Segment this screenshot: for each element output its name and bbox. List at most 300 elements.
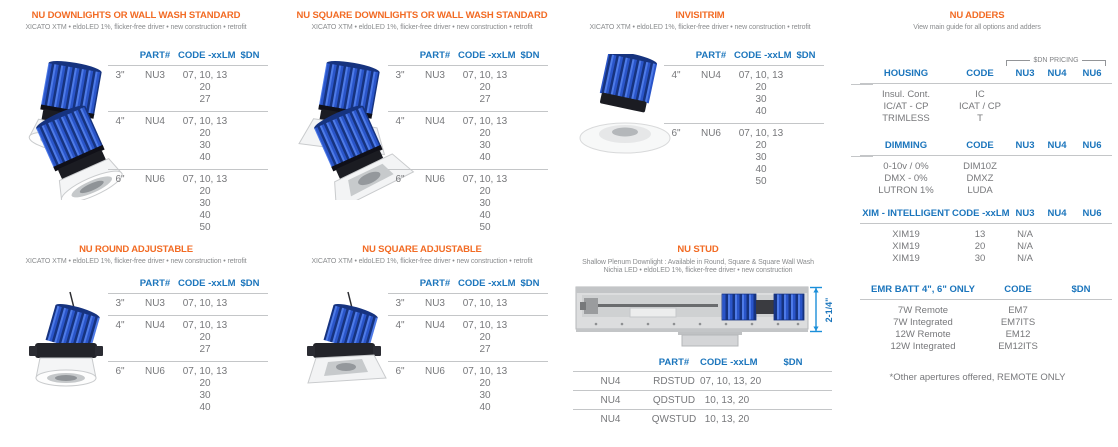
col-part-header: PART# [419, 50, 451, 61]
cell-part: NU4 [600, 413, 621, 425]
adder-col-header: NU6 [1082, 208, 1102, 219]
cell-dn [512, 174, 548, 186]
col-code-header: CODE -xxLM [734, 50, 792, 61]
spec-row [108, 174, 268, 186]
adder-row [860, 305, 1112, 317]
nu-stud-product-image [574, 284, 846, 348]
invisitrim-product-image [577, 54, 673, 154]
spec-row [388, 70, 548, 82]
spec-row [108, 94, 268, 106]
section-nu-downlights-standard [2, 10, 270, 31]
adder-cell: 20 [974, 241, 986, 252]
col-code-header: CODE -xxLM [458, 50, 516, 61]
bracket-right [1082, 60, 1106, 66]
spec-row [108, 116, 268, 128]
cell-dn [754, 395, 832, 406]
cell-code: 27 [479, 344, 491, 355]
dn-pricing-bracket [1006, 56, 1106, 66]
spec-table-header [388, 278, 548, 294]
cell-code: 20 [199, 186, 211, 197]
col-dn-header: $DN [783, 357, 803, 368]
cell-size: 4" [115, 320, 125, 331]
spec-row [388, 344, 548, 356]
cell-code: 07, 10, 13 [182, 70, 228, 81]
cell-size: 4" [115, 116, 125, 127]
spec-row-group [388, 170, 548, 239]
invisitrim-spec-table [664, 50, 824, 193]
cell-code: 30 [479, 198, 491, 209]
cell-dn [232, 70, 268, 82]
cell-code: 50 [755, 176, 767, 187]
cell-code: 40 [199, 152, 211, 163]
adder-cell: ICAT / CP [959, 101, 1001, 112]
col-part-header: PART# [139, 278, 171, 289]
spec-row [388, 402, 548, 414]
cell-part: NU6 [424, 366, 445, 377]
adder-cell: LUTRON 1% [878, 185, 934, 196]
spec-row [388, 140, 548, 152]
cell-code: 07, 10, 13 [462, 366, 508, 377]
spec-row [108, 332, 268, 344]
cell-part: NU3 [144, 70, 165, 81]
col-dn-header: $DN [240, 50, 260, 61]
col-part-header: PART# [658, 357, 690, 368]
spec-row-group [108, 316, 268, 362]
cell-part: NU4 [700, 70, 721, 81]
spec-row-group [108, 294, 268, 316]
cell-lumens: 10, 13, 20 [704, 394, 750, 406]
col-code-header: CODE -xxLM [458, 278, 516, 289]
section-title: NU DOWNLIGHTS OR WALL WASH STANDARD [31, 10, 241, 21]
spec-row [388, 222, 548, 234]
adder-cell: XIM19 [892, 229, 920, 240]
dimension-label: 2-1/4" [824, 297, 834, 323]
cell-code: 40 [199, 402, 211, 413]
cell-code: 07, 10, 13 [462, 298, 508, 309]
cell-dn [232, 116, 268, 128]
adder-cell [1072, 185, 1112, 197]
adder-table-body [860, 224, 1112, 265]
cell-size: 4" [395, 116, 405, 127]
round-adjustable-product-image [12, 290, 122, 398]
col-dn-header: $DN [520, 278, 540, 289]
cell-code: 27 [199, 94, 211, 105]
spec-table-header [388, 50, 548, 66]
stud-row-group [573, 372, 832, 391]
cell-code: 20 [479, 332, 491, 343]
adder-cell: 7W Integrated [893, 317, 953, 328]
spec-row [664, 152, 824, 164]
cell-code: 30 [199, 390, 211, 401]
spec-row [108, 320, 268, 332]
spec-row-group [388, 66, 548, 112]
spec-row [108, 128, 268, 140]
cell-code: 07, 10, 13 [462, 70, 508, 81]
adder-cell [1042, 241, 1072, 253]
adder-cell: IC [975, 89, 985, 100]
adder-cell: Insul. Cont. [881, 89, 931, 100]
spec-row [388, 82, 548, 94]
cell-part: NU6 [144, 366, 165, 377]
adder-cell: DIM10Z [963, 161, 997, 172]
adder-table-body [860, 84, 1112, 125]
cell-part: NU4 [424, 116, 445, 127]
adder-col-header: CODE [1004, 284, 1032, 295]
adder-cell: XIM19 [892, 241, 920, 252]
adder-cell [1072, 101, 1112, 113]
spec-row [108, 344, 268, 356]
section-nu-round-adjustable [2, 244, 270, 265]
housing-adder-table [860, 68, 1112, 125]
cell-code: 40 [479, 210, 491, 221]
adders-footnote: *Other apertures offered, REMOTE ONLY [889, 372, 1066, 383]
adder-cell [1072, 173, 1112, 185]
adder-cell: EM7ITS [1000, 317, 1036, 328]
adder-row [860, 161, 1112, 173]
spec-row [664, 82, 824, 94]
cell-code: 40 [199, 210, 211, 221]
adder-row [860, 229, 1112, 241]
spec-row [388, 298, 548, 310]
col-part-header: PART# [695, 50, 727, 61]
spec-row [388, 128, 548, 140]
section-nu-square-adjustable [282, 244, 562, 265]
adder-col-header: NU6 [1082, 68, 1102, 79]
spec-row-group [388, 316, 548, 362]
spec-row [388, 210, 548, 222]
cell-size: 6" [671, 128, 681, 139]
spec-row-group [388, 362, 548, 419]
cell-code: 20 [755, 140, 767, 151]
cell-code: 07, 10, 13 [738, 70, 784, 81]
cell-dn [512, 298, 548, 310]
spec-row [108, 222, 268, 234]
adder-row [860, 241, 1112, 253]
adder-cell: 12W Integrated [890, 341, 956, 352]
adder-row [860, 173, 1112, 185]
adder-row [860, 113, 1112, 125]
section-invisitrim [575, 10, 825, 31]
col-code-header: CODE -xxLM [178, 50, 236, 61]
col-dn-header: $DN [520, 50, 540, 61]
spec-row [108, 402, 268, 414]
col-size-header [664, 50, 688, 62]
adder-cell [1072, 89, 1112, 101]
adder-col-header: NU3 [1015, 140, 1035, 151]
adder-cell [1042, 185, 1072, 197]
spec-row [108, 70, 268, 82]
section-subtitle-line1: Shallow Plenum Downlight : Available in Round, Square & Square Wall Wash [582, 259, 814, 266]
adder-cell: N/A [1017, 241, 1033, 252]
cell-part: NU6 [700, 128, 721, 139]
adder-row [860, 185, 1112, 197]
cell-part: NU4 [424, 320, 445, 331]
cell-part: NU4 [144, 116, 165, 127]
section-subtitle: XICATO XTM • eldoLED 1%, flicker-free driver • new construction • retrofit [25, 24, 247, 31]
cell-lumens: 07, 10, 13, 20 [700, 375, 762, 387]
nu-square-downlights-spec-table [388, 50, 548, 239]
spec-row-group [108, 112, 268, 170]
spec-row [664, 164, 824, 176]
adder-row [860, 341, 1112, 353]
cell-code: QDSTUD [652, 394, 696, 406]
cell-code: RDSTUD [653, 375, 695, 387]
adder-cell: 0-10v / 0% [883, 161, 929, 172]
spec-row-group [108, 362, 268, 419]
spec-row [664, 94, 824, 106]
emr-batt-adder-table [860, 284, 1112, 353]
nu-round-adjustable-spec-table [108, 278, 268, 419]
spec-row [388, 152, 548, 164]
adder-cell [1072, 113, 1112, 125]
spec-row-group [664, 66, 824, 124]
adder-table-body [860, 156, 1112, 197]
cell-code: 27 [479, 94, 491, 105]
spec-table-header [108, 278, 268, 294]
cell-dn [754, 376, 832, 387]
section-subtitle-line2: Nichia LED • eldoLED 1%, flicker-free driver • new construction [603, 267, 793, 274]
adder-col-header: DIMMING [884, 140, 928, 151]
cell-size: 4" [671, 70, 681, 81]
spec-row [388, 198, 548, 210]
nu-square-adjustable-spec-table [388, 278, 548, 419]
cell-code: 40 [479, 152, 491, 163]
cell-size: 3" [395, 70, 405, 81]
cell-code: 20 [199, 378, 211, 389]
section-title: NU STUD [677, 244, 719, 255]
adder-table-header [860, 208, 1112, 224]
cell-code: 40 [479, 402, 491, 413]
adder-row [860, 317, 1112, 329]
cell-dn [232, 174, 268, 186]
section-subtitle: XICATO XTM • eldoLED 1%, flicker-free driver • new construction • retrofit [311, 24, 533, 31]
col-code-header: CODE -xxLM [178, 278, 236, 289]
spec-table-header [664, 50, 824, 66]
adder-cell: N/A [1017, 253, 1033, 264]
spec-row [388, 94, 548, 106]
nu-stud-spec-table [573, 357, 832, 428]
section-title: NU ROUND ADJUSTABLE [79, 244, 193, 255]
cell-code: 07, 10, 13 [182, 366, 228, 377]
cell-part: NU4 [600, 375, 621, 387]
cell-dn [512, 70, 548, 82]
cell-code: 40 [755, 106, 767, 117]
square-adjustable-product-image [290, 290, 400, 398]
adder-table-body [860, 300, 1112, 353]
spec-table-header [108, 50, 268, 66]
adder-row [860, 101, 1112, 113]
adder-table-header [860, 284, 1112, 300]
section-nu-adders [860, 10, 1112, 440]
adder-cell [1072, 241, 1112, 253]
cell-code: 07, 10, 13 [182, 320, 228, 331]
cell-part: NU6 [424, 174, 445, 185]
adder-cell [1008, 89, 1042, 101]
spec-row [108, 198, 268, 210]
adder-col-header: EMR BATT 4", 6" ONLY [870, 284, 976, 295]
cell-code: 30 [755, 94, 767, 105]
adder-col-header: $DN [1071, 284, 1091, 295]
col-code-header: CODE -xxLM [700, 357, 758, 368]
adder-cell [1042, 229, 1072, 241]
cell-dn [512, 116, 548, 128]
adder-row [860, 253, 1112, 265]
cell-code: 30 [479, 390, 491, 401]
col-empty-header [573, 357, 648, 368]
adder-cell [1042, 101, 1072, 113]
spec-row [108, 186, 268, 198]
cell-code: 07, 10, 13 [182, 174, 228, 185]
adder-cell [1042, 161, 1072, 173]
col-size-header [108, 278, 132, 290]
col-size-header [388, 50, 412, 62]
adder-col-header: CODE -xxLM [952, 208, 1010, 219]
section-subtitle: View main guide for all options and adders [913, 24, 1041, 31]
adder-cell [1072, 161, 1112, 173]
cell-code: 20 [199, 332, 211, 343]
cell-code: 07, 10, 13 [182, 116, 228, 127]
cell-code: 30 [199, 198, 211, 209]
cell-part: NU4 [144, 320, 165, 331]
cell-code: 30 [199, 140, 211, 151]
adder-cell: XIM19 [892, 253, 920, 264]
spec-row [108, 210, 268, 222]
spec-row [108, 390, 268, 402]
spec-row [108, 152, 268, 164]
cell-size: 6" [115, 174, 125, 185]
spec-row [108, 298, 268, 310]
spec-row [664, 140, 824, 152]
spec-row [108, 140, 268, 152]
cell-code: 30 [755, 152, 767, 163]
adder-cell [1008, 173, 1042, 185]
spec-row [388, 390, 548, 402]
adder-col-header: HOUSING [883, 68, 929, 79]
stud-row [573, 395, 832, 406]
adder-col-header: XIM - INTELLIGENT [862, 208, 950, 219]
cell-code: 50 [479, 222, 491, 233]
cell-dn [232, 320, 268, 332]
cell-code: 07, 10, 13 [462, 320, 508, 331]
section-nu-stud [570, 244, 826, 274]
cell-dn [232, 366, 268, 378]
xim-intelligent-adder-table [860, 208, 1112, 265]
adder-cell [1050, 305, 1112, 317]
stud-table-header [573, 357, 832, 372]
adder-table-header [860, 68, 1112, 84]
nu-downlights-spec-table [108, 50, 268, 239]
adder-cell [1042, 89, 1072, 101]
col-dn-header: $DN [796, 50, 816, 61]
cell-code: 40 [755, 164, 767, 175]
cell-size: 3" [115, 70, 125, 81]
cell-code: 07, 10, 13 [462, 174, 508, 185]
cell-dn [232, 298, 268, 310]
section-nu-square-downlights-standard [282, 10, 562, 31]
cell-part: NU3 [424, 298, 445, 309]
adder-table-header [860, 140, 1112, 156]
adder-cell: 30 [974, 253, 986, 264]
adder-cell: DMXZ [966, 173, 994, 184]
adder-cell [1008, 161, 1042, 173]
spec-row [664, 128, 824, 140]
col-part-header: PART# [419, 278, 451, 289]
adder-col-header: NU4 [1047, 208, 1067, 219]
adder-cell [1050, 341, 1112, 353]
section-subtitle: XICATO XTM • eldoLED 1%, flicker-free driver • new construction • retrofit [311, 258, 533, 265]
cell-part: NU4 [600, 394, 621, 406]
stud-row [573, 414, 832, 425]
cell-size: 3" [395, 298, 405, 309]
spec-row-group [108, 66, 268, 112]
adder-cell: EM7 [1008, 305, 1028, 316]
col-size-header [108, 50, 132, 62]
stud-row [573, 376, 832, 387]
cell-dn [512, 366, 548, 378]
dimming-adder-table [860, 140, 1112, 197]
cell-dn [754, 414, 832, 425]
adder-cell: TRIMLESS [882, 113, 930, 124]
adder-cell [1050, 317, 1112, 329]
dimension-arrow [810, 288, 822, 332]
adder-cell [1008, 101, 1042, 113]
spec-row-group [388, 112, 548, 170]
cell-size: 4" [395, 320, 405, 331]
adder-cell [1008, 185, 1042, 197]
col-part-header: PART# [139, 50, 171, 61]
section-title: NU ADDERS [949, 10, 1005, 21]
cell-code: 07, 10, 13 [182, 298, 228, 309]
col-dn-header: $DN [240, 278, 260, 289]
cell-part: NU3 [144, 298, 165, 309]
spec-row [108, 82, 268, 94]
adder-col-header: NU3 [1015, 68, 1035, 79]
cell-code: 30 [479, 140, 491, 151]
cell-code: 20 [479, 82, 491, 93]
spec-row [664, 70, 824, 82]
adder-cell: EM12ITS [998, 341, 1038, 352]
cell-size: 6" [115, 366, 125, 377]
spec-row [664, 106, 824, 118]
cell-dn [788, 128, 824, 140]
spec-row [664, 176, 824, 188]
cell-code: 20 [479, 378, 491, 389]
adder-cell: LUDA [967, 185, 993, 196]
cell-part: NU6 [144, 174, 165, 185]
adder-cell: T [977, 113, 983, 124]
cell-code: 20 [199, 82, 211, 93]
spec-row [388, 332, 548, 344]
section-subtitle: XICATO XTM • eldoLED 1%, flicker-free driver • new construction • retrofit [25, 258, 247, 265]
cell-dn [788, 70, 824, 82]
spec-row [388, 378, 548, 390]
section-title: NU SQUARE ADJUSTABLE [362, 244, 482, 255]
section-title: NU SQUARE DOWNLIGHTS OR WALL WASH STANDARD [296, 10, 548, 21]
cell-code: QWSTUD [651, 413, 697, 425]
spec-row [388, 186, 548, 198]
spec-row [388, 116, 548, 128]
adder-cell [1042, 113, 1072, 125]
cell-size: 6" [395, 174, 405, 185]
cell-part: NU3 [424, 70, 445, 81]
adder-col-header: CODE [966, 68, 994, 79]
adder-cell: IC/AT - CP [883, 101, 929, 112]
adder-col-header: NU4 [1047, 68, 1067, 79]
cell-size: 6" [395, 366, 405, 377]
spec-row [388, 366, 548, 378]
adder-cell [1050, 329, 1112, 341]
stud-row-group [573, 391, 832, 410]
